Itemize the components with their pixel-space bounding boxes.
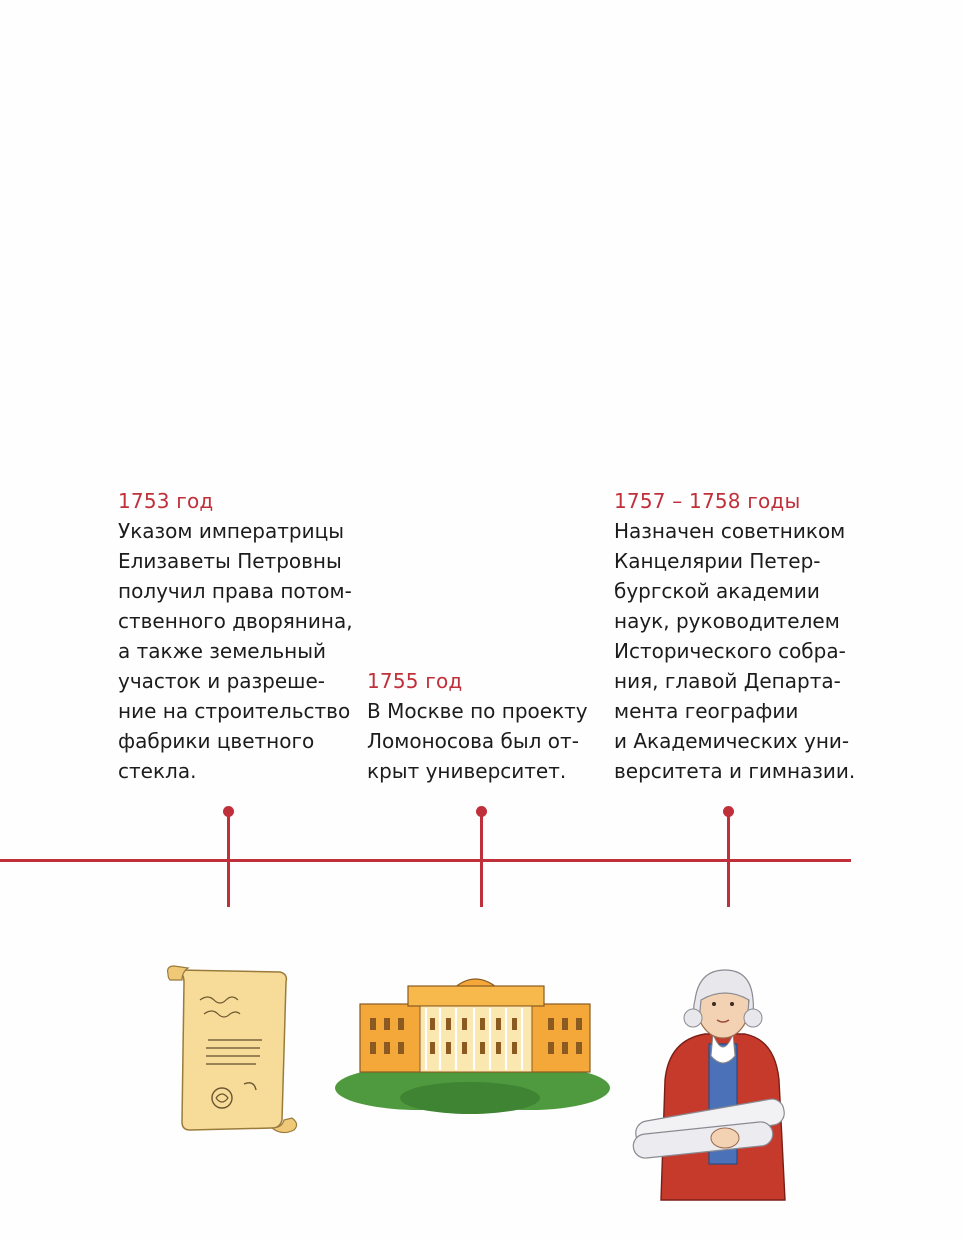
entry-text-line: наук, руководителем: [614, 609, 840, 633]
entry-text-line: фабрики цветного: [118, 729, 315, 753]
entry-text-line: Елизаветы Петровны: [118, 549, 342, 573]
entry-text-line: Исторического собра-: [614, 639, 846, 663]
entry-text-line: ния, главой Департа-: [614, 669, 841, 693]
timeline-axis: [0, 859, 851, 862]
entry-text-line: а также земельный: [118, 639, 327, 663]
timeline-marker-line: [227, 814, 230, 907]
timeline-entry-1755: [367, 666, 588, 786]
entry-text-line: мента географии: [614, 699, 799, 723]
entry-text-line: и Академических уни-: [614, 729, 850, 753]
scroll-decree-icon: [160, 960, 305, 1140]
entry-text-line: Ломоносова был от-: [367, 729, 579, 753]
entry-text-line: верситета и гимназии.: [614, 759, 856, 783]
university-building-icon: [330, 960, 615, 1115]
entry-year: 1757 – 1758 годы: [614, 489, 801, 513]
entry-year: 1755 год: [367, 669, 463, 693]
entry-text-line: Канцелярии Петер-: [614, 549, 821, 573]
timeline-marker-line: [727, 814, 730, 907]
entry-text-line: ственного дворянина,: [118, 609, 353, 633]
entry-text-line: стекла.: [118, 759, 197, 783]
entry-year: 1753 год: [118, 489, 214, 513]
lomonosov-portrait-icon: [625, 960, 810, 1205]
entry-text-line: получил права потом-: [118, 579, 352, 603]
entry-text-line: ние на строительство: [118, 699, 351, 723]
entry-text-line: участок и разреше-: [118, 669, 325, 693]
timeline-entry-1753: [118, 486, 353, 786]
entry-text-line: бургской академии: [614, 579, 820, 603]
entry-text-line: крыт университет.: [367, 759, 567, 783]
entry-text-line: Назначен советником: [614, 519, 846, 543]
timeline-marker-line: [480, 814, 483, 907]
entry-text-line: Указом императрицы: [118, 519, 345, 543]
timeline-entry-1757-1758: [614, 486, 855, 786]
entry-text-line: В Москве по проекту: [367, 699, 588, 723]
